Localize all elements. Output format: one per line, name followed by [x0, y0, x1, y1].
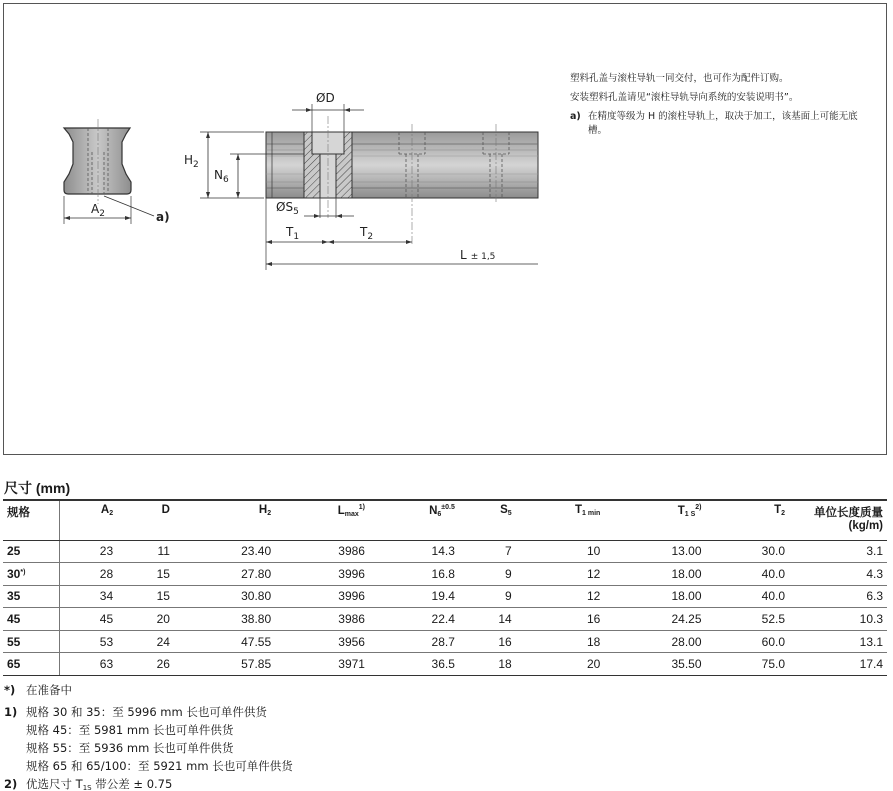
- cell-mass: 6.3: [789, 585, 887, 608]
- note-a-text: 在精度等级为 H 的滚柱导轨上，取决于加工，该基面上可能无底槽。: [588, 111, 858, 136]
- cell-a2: 34: [59, 585, 117, 608]
- cell-d: 15: [117, 563, 174, 586]
- cell-n6: 22.4: [369, 608, 459, 631]
- label-os5: $ØS_5$: [276, 200, 299, 217]
- cell-lmax: 3971: [275, 653, 369, 676]
- cell-size: 25: [3, 540, 59, 563]
- col-t2: $T_2$: [706, 500, 789, 540]
- col-h2: $H_2$: [174, 500, 275, 540]
- cell-a2: 28: [59, 563, 117, 586]
- cell-t1s: 13.00: [604, 540, 705, 563]
- table-row: [3, 563, 887, 586]
- cell-h2: 38.80: [174, 608, 275, 631]
- cell-mass: 3.1: [789, 540, 887, 563]
- cell-t1s: 18.00: [604, 585, 705, 608]
- cell-t2: 75.0: [706, 653, 789, 676]
- dimensions-table: [3, 499, 887, 676]
- cell-d: 15: [117, 585, 174, 608]
- cell-s5: 16: [459, 630, 516, 653]
- cell-t1s: 18.00: [604, 563, 705, 586]
- table-row: [3, 540, 887, 563]
- label-l: L ± 1,5: [460, 248, 496, 262]
- drawing-frame: [3, 3, 887, 455]
- cell-t1s: 28.00: [604, 630, 705, 653]
- cell-size: 45: [3, 608, 59, 631]
- cell-size: 35: [3, 585, 59, 608]
- cell-size: 55: [3, 630, 59, 653]
- cell-mass: 17.4: [789, 653, 887, 676]
- cell-n6: 19.4: [369, 585, 459, 608]
- cell-t1min: 12: [516, 585, 605, 608]
- cell-d: 11: [117, 540, 174, 563]
- cell-s5: 18: [459, 653, 516, 676]
- cell-t1s: 35.50: [604, 653, 705, 676]
- rail-profile: [64, 119, 154, 224]
- footnote-2: 2) 优选尺寸 $T_{1S}$ 带公差 ± 0.75: [4, 777, 173, 791]
- label-t1: $T_1$: [286, 225, 300, 242]
- cell-mass: 13.1: [789, 630, 887, 653]
- cell-t2: 40.0: [706, 563, 789, 586]
- label-t2: $T_2$: [360, 225, 374, 242]
- note-paragraph-1: 塑料孔盖与滚柱导轨一同交付，也可作为配件订购。: [570, 73, 789, 84]
- footnotes: [4, 681, 293, 791]
- cell-d: 20: [117, 608, 174, 631]
- section-title: 尺寸 (mm): [4, 480, 71, 496]
- table-row: [3, 653, 887, 676]
- cell-t2: 40.0: [706, 585, 789, 608]
- cell-s5: 7: [459, 540, 516, 563]
- footnote-1: 1) 规格 30 和 35：至 5996 mm 长也可单件供货 规格 45：至 5981 mm 长也可单件供货 规格 55：至 5936 mm 长也可单件供货 规格 65 和 65/100：至 5921 mm 长也可单件供货: [4, 705, 293, 773]
- col-a2: $A_2$: [59, 500, 117, 540]
- label-od: ØD: [316, 91, 335, 105]
- table-row: [3, 585, 887, 608]
- cell-h2: 23.40: [174, 540, 275, 563]
- col-n6: $N_6^{\pm 0.5}$: [369, 500, 459, 540]
- cell-t1min: 16: [516, 608, 605, 631]
- cell-h2: 27.80: [174, 563, 275, 586]
- col-d: D: [117, 500, 174, 540]
- cell-n6: 28.7: [369, 630, 459, 653]
- cell-s5: 9: [459, 563, 516, 586]
- table-row: [3, 630, 887, 653]
- cell-size: 65: [3, 653, 59, 676]
- cell-d: 24: [117, 630, 174, 653]
- cell-t2: 30.0: [706, 540, 789, 563]
- cell-n6: 16.8: [369, 563, 459, 586]
- label-h2: $H_2$: [184, 153, 199, 170]
- cell-a2: 45: [59, 608, 117, 631]
- cell-lmax: 3996: [275, 585, 369, 608]
- label-n6: $N_6$: [214, 168, 229, 185]
- col-lmax: $L_{max}^{1)}$: [275, 500, 369, 540]
- cell-lmax: 3956: [275, 630, 369, 653]
- cell-a2: 53: [59, 630, 117, 653]
- cell-t2: 60.0: [706, 630, 789, 653]
- cell-h2: 47.55: [174, 630, 275, 653]
- note-paragraph-2: 安装塑料孔盖请见“滚柱导轨导向系统的安装说明书”。: [570, 92, 799, 103]
- col-t1s: $T_{1 S}^{2)}$: [604, 500, 705, 540]
- cell-t2: 52.5: [706, 608, 789, 631]
- cell-s5: 14: [459, 608, 516, 631]
- cell-t1min: 12: [516, 563, 605, 586]
- cell-a2: 23: [59, 540, 117, 563]
- col-t1min: $T_{1 min}$: [516, 500, 605, 540]
- rail-side-view: [200, 104, 538, 270]
- col-mass: 单位长度质量 (kg/m): [789, 500, 887, 540]
- drawing-notes: [570, 72, 875, 138]
- table-header-row: [3, 500, 887, 540]
- cell-h2: 57.85: [174, 653, 275, 676]
- note-a-marker: a): [570, 111, 581, 122]
- cell-mass: 4.3: [789, 563, 887, 586]
- cell-t1s: 24.25: [604, 608, 705, 631]
- cell-t1min: 10: [516, 540, 605, 563]
- label-a-mark: a): [156, 210, 170, 224]
- label-a2: $A_2$: [91, 202, 105, 219]
- cell-t1min: 20: [516, 653, 605, 676]
- cell-h2: 30.80: [174, 585, 275, 608]
- col-s5: $S_5$: [459, 500, 516, 540]
- cell-lmax: 3996: [275, 563, 369, 586]
- cell-n6: 36.5: [369, 653, 459, 676]
- cell-n6: 14.3: [369, 540, 459, 563]
- cell-a2: 63: [59, 653, 117, 676]
- cell-lmax: 3986: [275, 540, 369, 563]
- col-size: 规格: [3, 500, 59, 540]
- note-a: [570, 110, 875, 138]
- cell-size: 30*): [3, 563, 59, 586]
- cell-lmax: 3986: [275, 608, 369, 631]
- cell-t1min: 18: [516, 630, 605, 653]
- table-row: [3, 608, 887, 631]
- footnote-star: *) 在准备中: [4, 683, 72, 697]
- cell-d: 26: [117, 653, 174, 676]
- cell-mass: 10.3: [789, 608, 887, 631]
- cell-s5: 9: [459, 585, 516, 608]
